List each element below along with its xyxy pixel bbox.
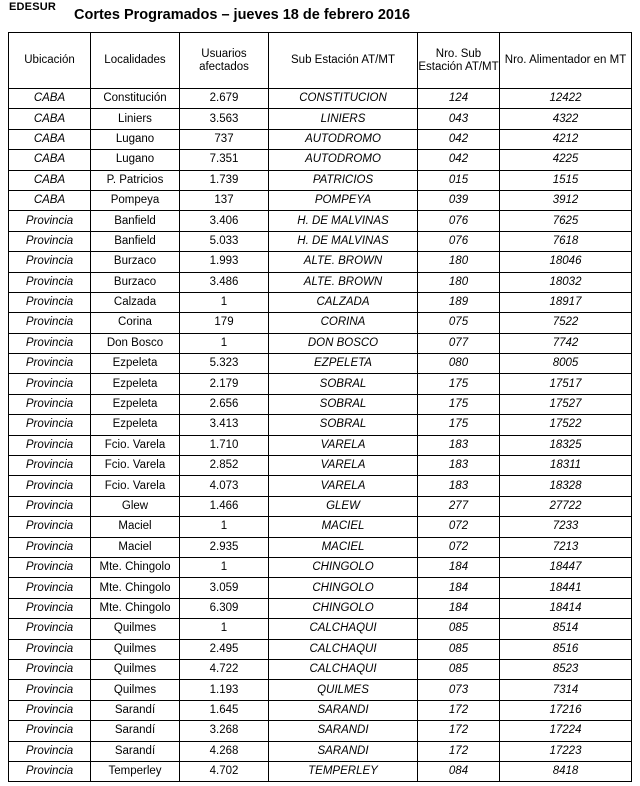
cell-usuarios: 1.466 (180, 496, 269, 516)
cell-usuarios: 1 (180, 292, 269, 312)
cell-usuarios: 3.406 (180, 211, 269, 231)
table-row (9, 231, 632, 251)
cell-nro-alimentador: 17216 (500, 700, 632, 720)
cell-nro-alimentador: 7213 (500, 537, 632, 557)
cell-localidad: Ezpeleta (91, 374, 180, 394)
table-row (9, 557, 632, 577)
cell-localidad: Burzaco (91, 252, 180, 272)
cell-ubicacion: Provincia (9, 761, 91, 781)
cell-sub-estacion: CALCHAQUI (269, 619, 418, 639)
cell-sub-estacion: DON BOSCO (269, 333, 418, 353)
cell-nro-alimentador: 18414 (500, 598, 632, 618)
table-row (9, 598, 632, 618)
table-row (9, 272, 632, 292)
cell-ubicacion: Provincia (9, 394, 91, 414)
cell-ubicacion: CABA (9, 190, 91, 210)
cell-localidad: Banfield (91, 231, 180, 251)
cell-nro-alimentador: 8516 (500, 639, 632, 659)
cell-nro-alimentador: 18441 (500, 578, 632, 598)
cell-nro-alimentador: 7522 (500, 313, 632, 333)
table-row (9, 721, 632, 741)
cell-nro-alimentador: 18032 (500, 272, 632, 292)
cell-localidad: Ezpeleta (91, 354, 180, 374)
cell-localidad: Mte. Chingolo (91, 557, 180, 577)
cell-nro-alimentador: 3912 (500, 190, 632, 210)
table-body (9, 89, 632, 782)
cell-usuarios: 3.413 (180, 415, 269, 435)
cell-sub-estacion: SOBRAL (269, 415, 418, 435)
column-header-sub-estacion: Sub Estación AT/MT (269, 33, 418, 89)
cell-localidad: Lugano (91, 150, 180, 170)
cell-nro-sub-estacion: 180 (418, 252, 500, 272)
cell-sub-estacion: LINIERS (269, 109, 418, 129)
cell-ubicacion: Provincia (9, 557, 91, 577)
cell-nro-sub-estacion: 189 (418, 292, 500, 312)
cell-ubicacion: CABA (9, 89, 91, 109)
cell-nro-sub-estacion: 180 (418, 272, 500, 292)
cell-ubicacion: Provincia (9, 598, 91, 618)
cell-nro-sub-estacion: 175 (418, 394, 500, 414)
cell-nro-sub-estacion: 184 (418, 598, 500, 618)
cell-nro-alimentador: 27722 (500, 496, 632, 516)
cell-sub-estacion: POMPEYA (269, 190, 418, 210)
cell-nro-alimentador: 18917 (500, 292, 632, 312)
cell-localidad: Temperley (91, 761, 180, 781)
cell-ubicacion: CABA (9, 170, 91, 190)
cell-usuarios: 3.059 (180, 578, 269, 598)
cell-sub-estacion: CHINGOLO (269, 578, 418, 598)
cell-nro-alimentador: 18447 (500, 557, 632, 577)
cell-nro-sub-estacion: 184 (418, 578, 500, 598)
cell-nro-alimentador: 8514 (500, 619, 632, 639)
cell-nro-alimentador: 18046 (500, 252, 632, 272)
cell-usuarios: 137 (180, 190, 269, 210)
cell-ubicacion: Provincia (9, 476, 91, 496)
cell-usuarios: 3.563 (180, 109, 269, 129)
cell-nro-sub-estacion: 072 (418, 537, 500, 557)
table-row (9, 639, 632, 659)
cell-ubicacion: CABA (9, 150, 91, 170)
cell-localidad: Fcio. Varela (91, 476, 180, 496)
cell-ubicacion: Provincia (9, 659, 91, 679)
cell-sub-estacion: ALTE. BROWN (269, 272, 418, 292)
cell-usuarios: 1 (180, 619, 269, 639)
cell-localidad: Pompeya (91, 190, 180, 210)
cell-ubicacion: Provincia (9, 313, 91, 333)
cell-nro-sub-estacion: 277 (418, 496, 500, 516)
cell-usuarios: 3.268 (180, 721, 269, 741)
cell-localidad: Ezpeleta (91, 394, 180, 414)
cell-usuarios: 3.486 (180, 272, 269, 292)
cell-nro-sub-estacion: 042 (418, 150, 500, 170)
column-header-ubicacion: Ubicación (9, 33, 91, 89)
cell-nro-alimentador: 18311 (500, 456, 632, 476)
cell-localidad: P. Patricios (91, 170, 180, 190)
cell-nro-alimentador: 17527 (500, 394, 632, 414)
cell-nro-alimentador: 18328 (500, 476, 632, 496)
cell-usuarios: 5.323 (180, 354, 269, 374)
cell-nro-sub-estacion: 073 (418, 680, 500, 700)
cell-usuarios: 6.309 (180, 598, 269, 618)
cell-sub-estacion: SOBRAL (269, 374, 418, 394)
cell-sub-estacion: ALTE. BROWN (269, 252, 418, 272)
cell-localidad: Calzada (91, 292, 180, 312)
cell-nro-alimentador: 7742 (500, 333, 632, 353)
cell-nro-sub-estacion: 183 (418, 476, 500, 496)
cell-nro-sub-estacion: 175 (418, 415, 500, 435)
cell-usuarios: 7.351 (180, 150, 269, 170)
cell-usuarios: 1.193 (180, 680, 269, 700)
cell-usuarios: 4.722 (180, 659, 269, 679)
cell-sub-estacion: MACIEL (269, 537, 418, 557)
cell-localidad: Sarandí (91, 700, 180, 720)
cell-sub-estacion: PATRICIOS (269, 170, 418, 190)
table-row (9, 129, 632, 149)
cell-localidad: Fcio. Varela (91, 456, 180, 476)
table-row (9, 761, 632, 781)
cell-sub-estacion: CORINA (269, 313, 418, 333)
cell-localidad: Quilmes (91, 619, 180, 639)
cell-nro-sub-estacion: 172 (418, 741, 500, 761)
table-row (9, 354, 632, 374)
cell-nro-alimentador: 12422 (500, 89, 632, 109)
table-row (9, 476, 632, 496)
cell-sub-estacion: MACIEL (269, 517, 418, 537)
cell-nro-sub-estacion: 077 (418, 333, 500, 353)
cell-nro-sub-estacion: 072 (418, 517, 500, 537)
cell-nro-alimentador: 7233 (500, 517, 632, 537)
cell-sub-estacion: CALCHAQUI (269, 639, 418, 659)
table-row (9, 333, 632, 353)
cell-nro-alimentador: 7625 (500, 211, 632, 231)
cell-nro-alimentador: 17517 (500, 374, 632, 394)
table-row (9, 170, 632, 190)
cell-nro-alimentador: 7314 (500, 680, 632, 700)
table-header-row (9, 33, 632, 89)
cell-nro-sub-estacion: 085 (418, 619, 500, 639)
cell-sub-estacion: VARELA (269, 476, 418, 496)
cell-sub-estacion: H. DE MALVINAS (269, 231, 418, 251)
cell-usuarios: 4.073 (180, 476, 269, 496)
cell-localidad: Maciel (91, 537, 180, 557)
cell-nro-sub-estacion: 172 (418, 721, 500, 741)
cell-sub-estacion: SARANDI (269, 700, 418, 720)
cell-localidad: Ezpeleta (91, 415, 180, 435)
cell-ubicacion: Provincia (9, 578, 91, 598)
cell-sub-estacion: AUTODROMO (269, 150, 418, 170)
cell-localidad: Corina (91, 313, 180, 333)
table-row (9, 211, 632, 231)
table-row (9, 680, 632, 700)
cell-ubicacion: CABA (9, 129, 91, 149)
cell-localidad: Quilmes (91, 639, 180, 659)
cell-nro-sub-estacion: 015 (418, 170, 500, 190)
table-row (9, 517, 632, 537)
cell-ubicacion: Provincia (9, 333, 91, 353)
cell-ubicacion: Provincia (9, 415, 91, 435)
cell-nro-alimentador: 17224 (500, 721, 632, 741)
cell-nro-sub-estacion: 042 (418, 129, 500, 149)
cell-ubicacion: Provincia (9, 741, 91, 761)
cell-nro-alimentador: 17223 (500, 741, 632, 761)
cell-nro-sub-estacion: 084 (418, 761, 500, 781)
table-row (9, 619, 632, 639)
cell-nro-sub-estacion: 039 (418, 190, 500, 210)
brand-label: EDESUR (9, 1, 57, 13)
column-header-usuarios-afectados: Usuarios afectados (180, 33, 269, 89)
cell-localidad: Constitución (91, 89, 180, 109)
cell-usuarios: 2.852 (180, 456, 269, 476)
cell-nro-alimentador: 4225 (500, 150, 632, 170)
cell-ubicacion: Provincia (9, 537, 91, 557)
cell-sub-estacion: VARELA (269, 435, 418, 455)
table-row (9, 578, 632, 598)
cell-ubicacion: Provincia (9, 639, 91, 659)
cell-localidad: Mte. Chingolo (91, 598, 180, 618)
cell-nro-alimentador: 8418 (500, 761, 632, 781)
cell-nro-alimentador: 4322 (500, 109, 632, 129)
table-row (9, 537, 632, 557)
column-header-nro-alimentador: Nro. Alimentador en MT (500, 33, 632, 89)
column-header-nro-sub-estacion: Nro. Sub Estación AT/MT (418, 33, 500, 89)
cell-usuarios: 2.656 (180, 394, 269, 414)
cell-usuarios: 1 (180, 333, 269, 353)
cell-usuarios: 4.268 (180, 741, 269, 761)
cell-sub-estacion: CHINGOLO (269, 557, 418, 577)
cell-nro-alimentador: 8005 (500, 354, 632, 374)
table-row (9, 109, 632, 129)
page-title: Cortes Programados – jueves 18 de febrero 2016 (74, 7, 411, 23)
table-row (9, 741, 632, 761)
cell-usuarios: 179 (180, 313, 269, 333)
cell-nro-alimentador: 7618 (500, 231, 632, 251)
cell-localidad: Banfield (91, 211, 180, 231)
cell-nro-sub-estacion: 075 (418, 313, 500, 333)
cell-nro-alimentador: 17522 (500, 415, 632, 435)
table-row (9, 313, 632, 333)
cell-ubicacion: Provincia (9, 354, 91, 374)
cell-sub-estacion: CONSTITUCION (269, 89, 418, 109)
cell-nro-sub-estacion: 183 (418, 435, 500, 455)
cell-ubicacion: CABA (9, 109, 91, 129)
cell-localidad: Lugano (91, 129, 180, 149)
cell-nro-alimentador: 8523 (500, 659, 632, 679)
cell-localidad: Quilmes (91, 659, 180, 679)
cell-usuarios: 1 (180, 557, 269, 577)
cell-sub-estacion: VARELA (269, 456, 418, 476)
table-row (9, 374, 632, 394)
cell-ubicacion: Provincia (9, 619, 91, 639)
cell-nro-sub-estacion: 080 (418, 354, 500, 374)
cell-localidad: Burzaco (91, 272, 180, 292)
table-row (9, 252, 632, 272)
cell-sub-estacion: TEMPERLEY (269, 761, 418, 781)
cell-nro-sub-estacion: 076 (418, 211, 500, 231)
cell-nro-alimentador: 4212 (500, 129, 632, 149)
cell-sub-estacion: CALCHAQUI (269, 659, 418, 679)
table-row (9, 150, 632, 170)
cell-sub-estacion: AUTODROMO (269, 129, 418, 149)
cell-nro-sub-estacion: 085 (418, 659, 500, 679)
cell-usuarios: 4.702 (180, 761, 269, 781)
cell-nro-sub-estacion: 175 (418, 374, 500, 394)
cell-localidad: Liniers (91, 109, 180, 129)
cell-sub-estacion: CHINGOLO (269, 598, 418, 618)
table-row (9, 700, 632, 720)
cell-nro-sub-estacion: 085 (418, 639, 500, 659)
cell-sub-estacion: GLEW (269, 496, 418, 516)
cell-nro-sub-estacion: 172 (418, 700, 500, 720)
table-row (9, 89, 632, 109)
table-row (9, 456, 632, 476)
cell-nro-sub-estacion: 124 (418, 89, 500, 109)
cell-usuarios: 1 (180, 517, 269, 537)
table-row (9, 394, 632, 414)
cell-ubicacion: Provincia (9, 435, 91, 455)
cell-localidad: Don Bosco (91, 333, 180, 353)
cell-nro-sub-estacion: 183 (418, 456, 500, 476)
cell-localidad: Fcio. Varela (91, 435, 180, 455)
cell-ubicacion: Provincia (9, 272, 91, 292)
cell-ubicacion: Provincia (9, 292, 91, 312)
cell-localidad: Sarandí (91, 721, 180, 741)
cell-usuarios: 2.935 (180, 537, 269, 557)
cell-ubicacion: Provincia (9, 721, 91, 741)
cell-usuarios: 1.645 (180, 700, 269, 720)
cell-usuarios: 1.739 (180, 170, 269, 190)
outages-table (8, 32, 632, 782)
table-row (9, 435, 632, 455)
table-row (9, 190, 632, 210)
cell-ubicacion: Provincia (9, 231, 91, 251)
cell-ubicacion: Provincia (9, 700, 91, 720)
cell-ubicacion: Provincia (9, 517, 91, 537)
table-row (9, 292, 632, 312)
table-row (9, 496, 632, 516)
cell-usuarios: 5.033 (180, 231, 269, 251)
cell-usuarios: 1.993 (180, 252, 269, 272)
cell-ubicacion: Provincia (9, 456, 91, 476)
cell-ubicacion: Provincia (9, 680, 91, 700)
table-row (9, 415, 632, 435)
cell-ubicacion: Provincia (9, 211, 91, 231)
cell-sub-estacion: SOBRAL (269, 394, 418, 414)
cell-usuarios: 2.495 (180, 639, 269, 659)
cell-nro-sub-estacion: 043 (418, 109, 500, 129)
cell-ubicacion: Provincia (9, 252, 91, 272)
cell-sub-estacion: SARANDI (269, 721, 418, 741)
cell-sub-estacion: SARANDI (269, 741, 418, 761)
table-row (9, 659, 632, 679)
cell-localidad: Quilmes (91, 680, 180, 700)
cell-usuarios: 1.710 (180, 435, 269, 455)
cell-sub-estacion: CALZADA (269, 292, 418, 312)
cell-nro-sub-estacion: 076 (418, 231, 500, 251)
cell-nro-sub-estacion: 184 (418, 557, 500, 577)
cell-ubicacion: Provincia (9, 496, 91, 516)
cell-usuarios: 2.179 (180, 374, 269, 394)
cell-usuarios: 2.679 (180, 89, 269, 109)
cell-sub-estacion: QUILMES (269, 680, 418, 700)
column-header-localidades: Localidades (91, 33, 180, 89)
cell-localidad: Mte. Chingolo (91, 578, 180, 598)
cell-nro-alimentador: 18325 (500, 435, 632, 455)
cell-localidad: Maciel (91, 517, 180, 537)
cell-ubicacion: Provincia (9, 374, 91, 394)
cell-sub-estacion: EZPELETA (269, 354, 418, 374)
cell-localidad: Sarandí (91, 741, 180, 761)
cell-usuarios: 737 (180, 129, 269, 149)
cell-nro-alimentador: 1515 (500, 170, 632, 190)
cell-localidad: Glew (91, 496, 180, 516)
cell-sub-estacion: H. DE MALVINAS (269, 211, 418, 231)
